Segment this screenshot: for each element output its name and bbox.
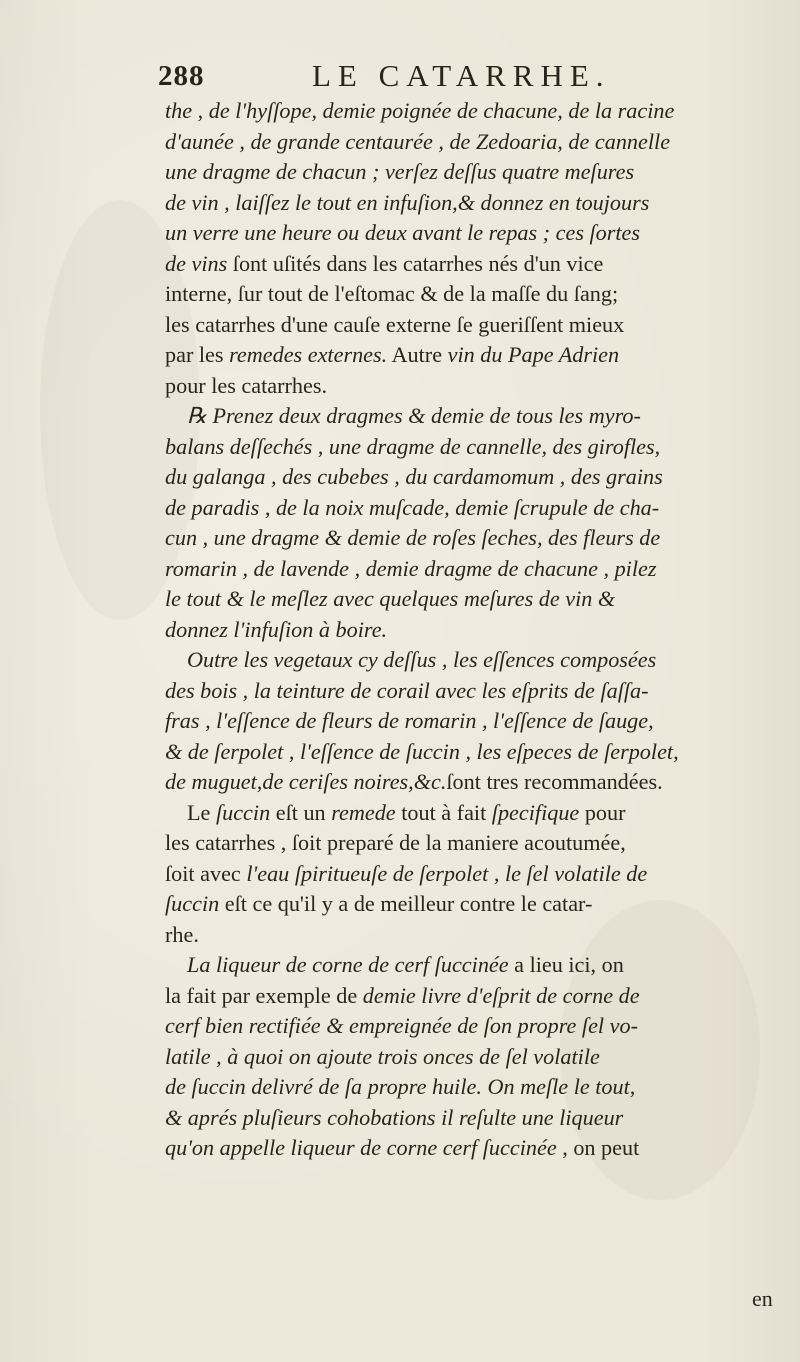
italic-run: une dragme de chacun ; verſez deſſus quatre meſures bbox=[165, 159, 635, 184]
text-line bbox=[165, 859, 787, 890]
italic-run: & aprés pluſieurs cohobations il reſulte une liqueur bbox=[165, 1104, 624, 1130]
roman-run: eſt un bbox=[270, 799, 332, 825]
text-line bbox=[165, 218, 787, 249]
text-line bbox=[165, 127, 787, 158]
italic-run: un verre une heure ou deux avant le repas ; ces ſortes bbox=[165, 220, 641, 245]
italic-run: cun , une dragme & demie de roſes ſeches, des fleurs de bbox=[165, 525, 661, 550]
text-line bbox=[165, 188, 787, 219]
italic-run: de paradis , de la noix muſcade, demie ſcrupule de cha- bbox=[165, 494, 660, 520]
roman-run: ſont tres recommandées. bbox=[446, 769, 663, 794]
roman-run: interne, ſur tout de l'eſtomac & de la maſſe du ſang; bbox=[165, 281, 619, 306]
text-line bbox=[165, 96, 787, 127]
roman-run: ſont uſités dans les catarrhes nés d'un vice bbox=[227, 250, 604, 276]
italic-run: La liqueur de corne de cerf ſuccinée bbox=[187, 952, 509, 977]
text-line bbox=[165, 340, 787, 371]
italic-run: de muguet,de ceriſes noires,&c. bbox=[165, 769, 447, 794]
roman-run: Le bbox=[187, 799, 216, 825]
italic-run: qu'on appelle liqueur de corne cerf ſuccinée bbox=[165, 1135, 557, 1160]
text-line bbox=[165, 310, 787, 341]
text-line bbox=[165, 249, 787, 280]
roman-run: a lieu ici, on bbox=[508, 952, 624, 977]
roman-run: la fait par exemple de bbox=[165, 982, 363, 1008]
text-line bbox=[165, 462, 787, 493]
text-line bbox=[165, 737, 787, 768]
text-line bbox=[165, 920, 787, 951]
italic-run: de ſuccin delivré de ſa propre huile. On meſle le tout, bbox=[165, 1074, 636, 1099]
text-line bbox=[165, 1042, 787, 1073]
italic-run: demie livre d'eſprit de corne de bbox=[362, 982, 640, 1008]
roman-run: par les bbox=[165, 342, 230, 367]
italic-run: ſpecifique bbox=[491, 799, 580, 825]
italic-run: de vins bbox=[165, 250, 228, 276]
italic-run: latile , à quoi on ajoute trois onces de ſel volatile bbox=[165, 1043, 600, 1069]
text-line bbox=[165, 1133, 787, 1164]
text-line bbox=[165, 554, 787, 585]
text-line bbox=[165, 798, 787, 829]
text-line bbox=[165, 889, 787, 920]
italic-run: & de ſerpolet , l'eſſence de ſuccin , les eſpeces de ſerpolet, bbox=[165, 738, 679, 764]
roman-run: ſoit avec bbox=[165, 860, 247, 886]
text-line bbox=[165, 279, 787, 310]
text-line bbox=[165, 157, 787, 188]
roman-run: , on peut bbox=[556, 1135, 640, 1160]
italic-run: fras , l'eſſence de fleurs de romarin , l'eſſence de ſauge, bbox=[165, 708, 654, 733]
page-number: 288 bbox=[158, 60, 205, 92]
text-line bbox=[165, 1011, 787, 1042]
roman-run: pour bbox=[579, 799, 626, 825]
italic-run: romarin , de lavende , demie dragme de chacune , pilez bbox=[165, 555, 657, 581]
running-head bbox=[150, 58, 670, 98]
italic-run: d'aunée , de grande centaurée , de Zedoaria, de cannelle bbox=[165, 128, 671, 154]
italic-run: de vin , laiſſez le tout en infuſion,& donnez en toujours bbox=[165, 189, 650, 215]
italic-run: ℞ Prenez deux dragmes & demie de tous les myro- bbox=[187, 403, 641, 428]
roman-run: les catarrhes d'une cauſe externe ſe gueriſſent mieux bbox=[165, 311, 625, 337]
italic-run: balans deſſechés , une dragme de cannelle, des girofles, bbox=[165, 433, 661, 459]
text-line bbox=[165, 432, 787, 463]
italic-run: du galanga , des cubebes , du cardamomum , des grains bbox=[165, 464, 663, 489]
roman-run: rhe. bbox=[165, 921, 199, 947]
text-line bbox=[165, 615, 787, 646]
italic-run: vin du Pape Adrien bbox=[447, 342, 620, 367]
italic-run: donnez l'infuſion à boire. bbox=[165, 616, 388, 642]
text-line bbox=[165, 676, 787, 707]
roman-run: pour les catarrhes. bbox=[165, 372, 328, 398]
text-line bbox=[165, 645, 787, 676]
italic-run: ſuccin bbox=[215, 799, 271, 825]
text-line bbox=[165, 981, 787, 1012]
catchword: en bbox=[752, 1286, 773, 1311]
roman-run: eſt ce qu'il y a de meilleur contre le catar- bbox=[219, 891, 593, 916]
text-line bbox=[165, 950, 787, 981]
body-text bbox=[165, 96, 787, 1164]
text-line bbox=[165, 1103, 787, 1134]
italic-run: le tout & le meſlez avec quelques meſures de vin & bbox=[165, 586, 616, 611]
italic-run: cerf bien rectifiée & empreignée de ſon propre ſel vo- bbox=[165, 1013, 638, 1038]
text-line bbox=[165, 401, 787, 432]
italic-run: the , de l'hyſſope, demie poignée de chacune, de la racine bbox=[165, 98, 675, 123]
text-line bbox=[165, 371, 787, 402]
text-line bbox=[165, 1072, 787, 1103]
text-line bbox=[165, 493, 787, 524]
italic-run: ſuccin bbox=[165, 891, 220, 916]
text-line bbox=[165, 767, 787, 798]
text-line bbox=[165, 584, 787, 615]
text-line bbox=[165, 828, 787, 859]
roman-run: les catarrhes , ſoit preparé de la maniere acoutumée, bbox=[165, 830, 626, 855]
running-head-title: LE CATARRHE. bbox=[312, 58, 611, 93]
italic-run: des bois , la teinture de corail avec les eſprits de ſaſſa- bbox=[165, 677, 649, 703]
italic-run: remedes externes. bbox=[229, 342, 388, 367]
text-line bbox=[165, 706, 787, 737]
italic-run: l'eau ſpiritueuſe de ſerpolet , le ſel volatile de bbox=[246, 860, 648, 886]
roman-run: Autre bbox=[387, 342, 448, 367]
italic-run: Outre les vegetaux cy deſſus , les eſſences composées bbox=[187, 647, 657, 672]
italic-run: remede bbox=[331, 799, 396, 825]
roman-run: tout à fait bbox=[395, 799, 492, 825]
text-line bbox=[165, 523, 787, 554]
